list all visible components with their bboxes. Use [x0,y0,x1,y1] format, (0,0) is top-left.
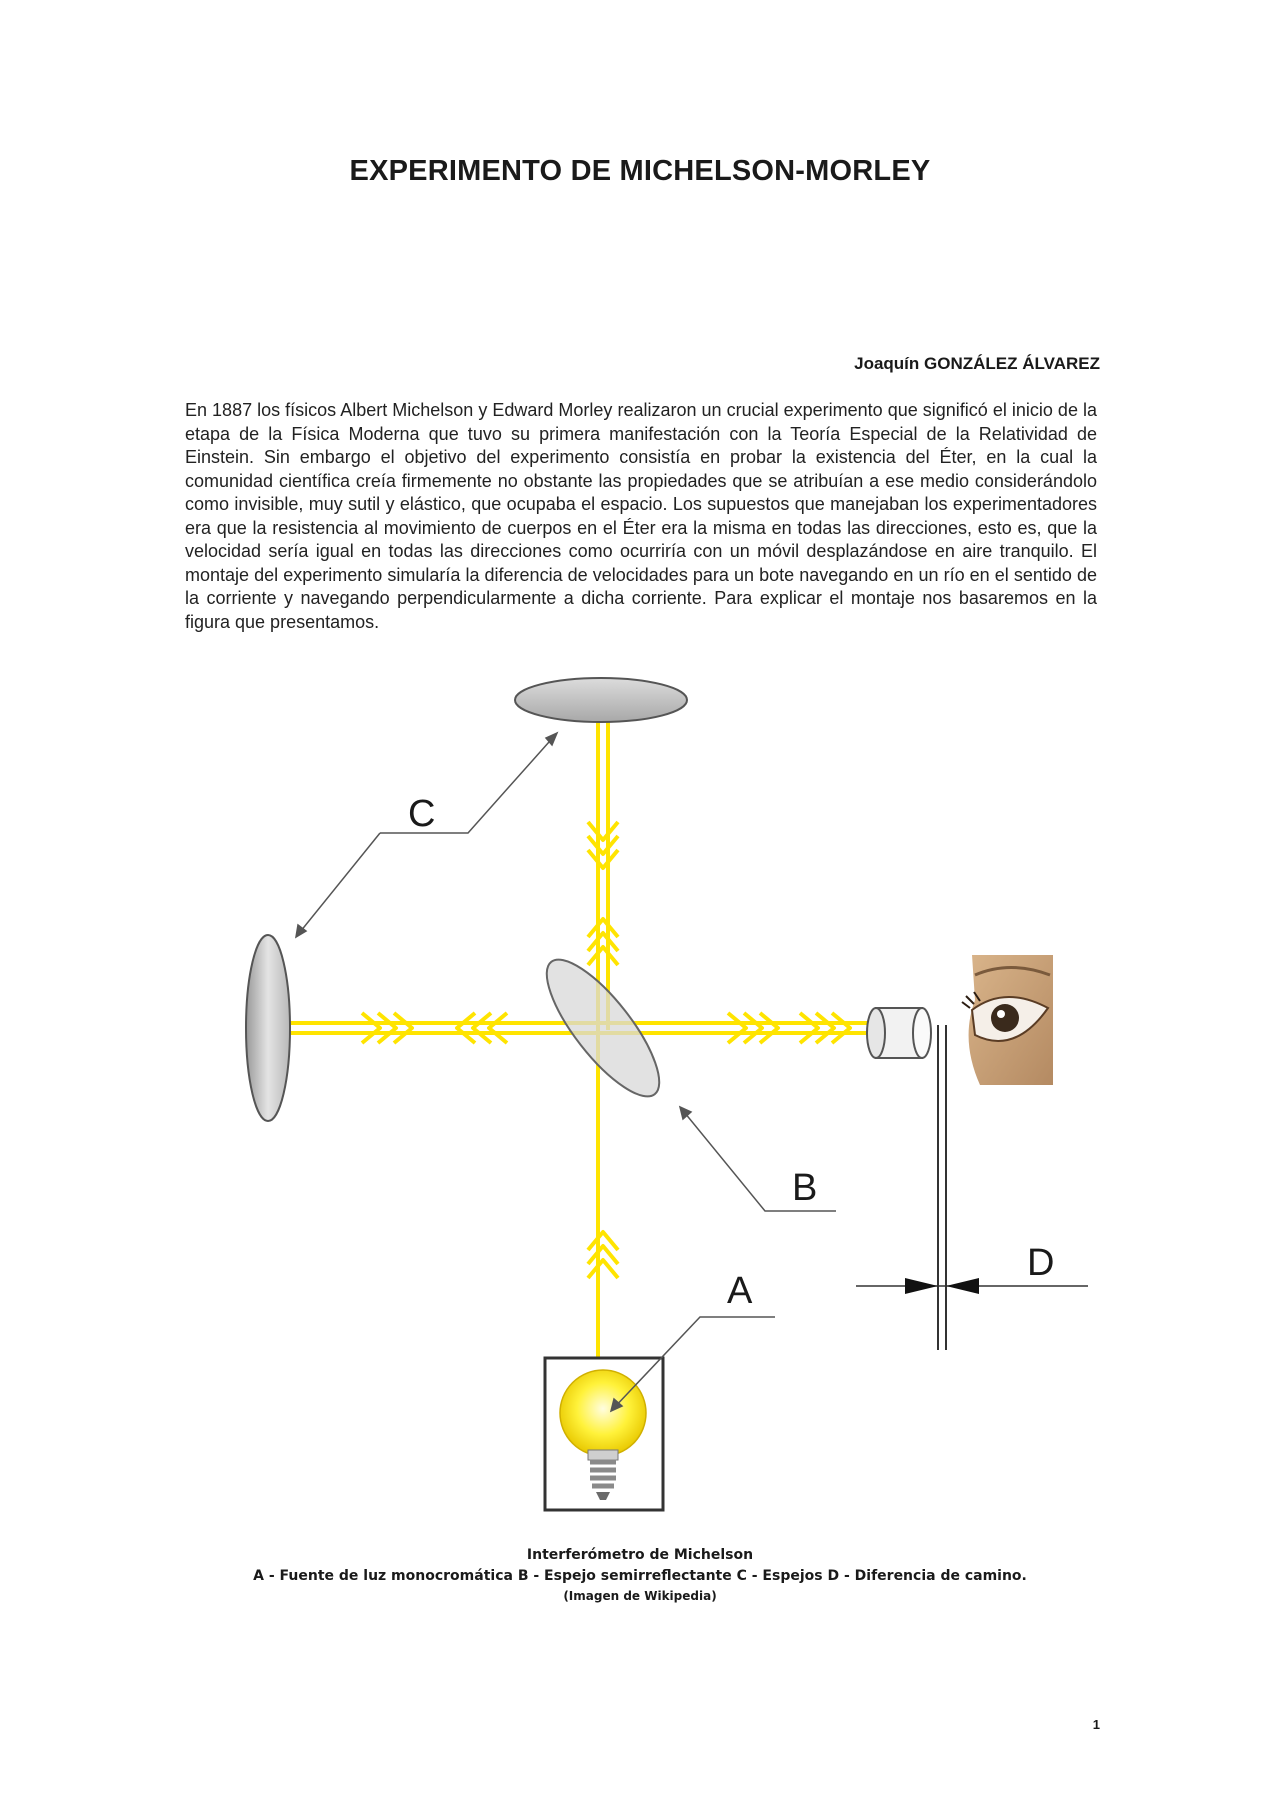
top-mirror [515,678,687,722]
page-number: 1 [1092,1717,1100,1732]
label-d: D [1027,1242,1055,1284]
caption-source: (Imagen de Wikipedia) [563,1589,717,1603]
figure-labels [408,793,1054,1312]
beam-splitter [529,945,677,1112]
body-paragraph: En 1887 los físicos Albert Michelson y Edward Morley realizaron un crucial experimento que significó el inicio de la etapa de la Física Moderna que tuvo su primera manifestación con la Teoría Especial de la Relatividad de Einstein. Sin embargo el objetivo del experimento consistía en probar la existencia del Éter, en la cual la comunidad científica creía firmemente no obstante las propiedades que se atribuían a ese medio considerándolo como invisible, muy sutil y elástico, que ocupaba el espacio. Los supuestos que manejaban los experimentadores era que la resistencia al movimiento de cuerpos en el Éter era la misma en todas las direcciones, esto es, que la velocidad sería igual en todas las direcciones como ocurriría con un móvil desplazándose en aire tranquilo. El montaje del experimento simularía la diferencia de velocidades para un bote navegando en un río en el sentido de la corriente y navegando perpendicularmente a dicha corriente. Para explicar el montaje nos basaremos en la figura que presentamos. [185,400,1097,632]
label-a: A [727,1270,753,1312]
detector-tube [867,1008,931,1058]
figure-caption [0,1545,1280,1606]
light-source [545,1358,663,1510]
left-mirror [246,935,290,1121]
leader-lines [296,733,836,1411]
path-difference [856,1025,1088,1350]
page-title: EXPERIMENTO DE MICHELSON-MORLEY [349,155,931,187]
caption-legend: A - Fuente de luz monocromática B - Espejo semirreflectante C - Espejos D - Diferencia de camino. [253,1568,1027,1584]
beam-direction-arrows [362,822,850,1278]
light-beams [265,720,868,1358]
eye-icon [962,955,1053,1085]
caption-title: Interferómetro de Michelson [526,1547,754,1563]
author-name: Joaquín GONZÁLEZ ÁLVAREZ [854,354,1100,373]
label-c: C [408,793,436,835]
label-b: B [792,1167,818,1209]
